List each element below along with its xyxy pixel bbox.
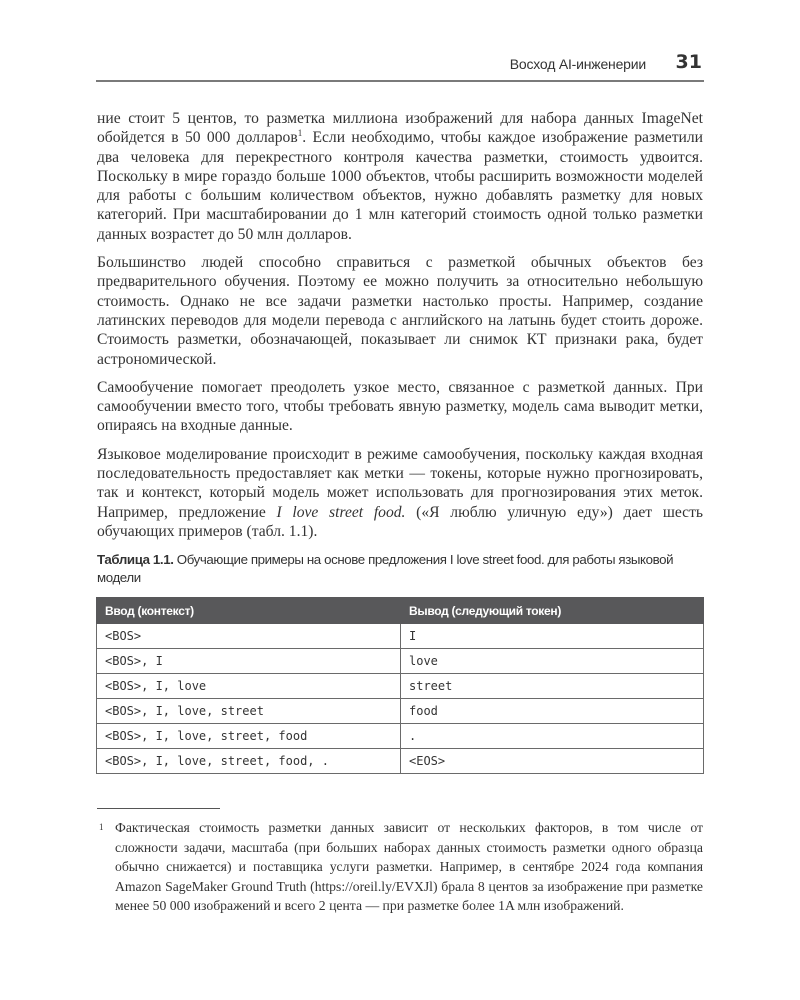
table-caption-label: Таблица 1.1. (97, 552, 174, 567)
column-header-output: Вывод (следующий токен) (401, 598, 704, 624)
page-number: 31 (675, 51, 702, 73)
output-cell: . (401, 724, 704, 749)
input-cell: <BOS>, I, love, street (97, 699, 401, 724)
paragraph-4: Языковое моделирование происходит в режиме самообучения, поскольку каждая входная последовательность предоставляет как метки — токены, которые нужно прогнозировать, так и контекст, который модель может использовать для прогнозирования этих меток. Например, предложение I love street food. («Я люблю уличную еду») дает шесть обучающих примеров (табл. 1.1). (97, 445, 703, 540)
footnote-divider (97, 808, 220, 809)
footnote (97, 818, 703, 916)
output-cell: love (401, 649, 704, 674)
table-row (97, 649, 704, 674)
input-cell: <BOS> (97, 624, 401, 649)
output-cell: I (401, 624, 704, 649)
input-cell: <BOS>, I, love, street, food, . (97, 749, 401, 774)
table-row (97, 749, 704, 774)
table-caption (97, 551, 703, 587)
column-header-input: Ввод (контекст) (97, 598, 401, 624)
output-cell: food (401, 699, 704, 724)
paragraph-1: ние стоит 5 центов, то разметка миллиона изображений для набора данных ImageNet обойдется в 50 000 долларов$^1$. Если необходимо, чтобы каждое изображение разметили два человека для перекрестного контроля качества разметки, стоимость удвоится. Поскольку в мире гораздо больше 1000 объектов, чтобы расширить возможности моделей для работы с большим количеством объектов, нужно добавлять разметку для новых категорий. При масштабировании до 1 млн категорий стоимость одной только разметки данных возрастет до 50 млн долларов. (97, 110, 703, 243)
output-cell: <EOS> (401, 749, 704, 774)
table-row (97, 724, 704, 749)
table-row (97, 699, 704, 724)
running-title: Восход AI-инженерии (509, 56, 646, 72)
paragraph-3: Самообучение помогает преодолеть узкое место, связанное с разметкой данных. При самообучении вместо того, чтобы требовать явную разметку, модель сама выводит метки, опираясь на входные данные. (97, 378, 703, 435)
paragraph-2: Большинство людей способно справиться с разметкой обычных объектов без предварительного обучения. Поэтому ее можно получить за относительно небольшую стоимость. Однако не все задачи разметки настолько просты. Например, создание латинских переводов для модели перевода с английского на латынь будет стоить дороже. Стоимость разметки, обозначающей, показывает ли снимок КТ признаки рака, будет астрономической. (97, 254, 703, 368)
table-row (97, 674, 704, 699)
table-header-row (97, 598, 704, 624)
training-examples-table (96, 597, 704, 774)
table-caption-text: Обучающие примеры на основе предложения I love street food. для работы языковой модели (97, 552, 674, 585)
input-cell: <BOS>, I, love, street, food (97, 724, 401, 749)
footnote-reference[interactable]: 1 (297, 128, 303, 139)
running-header (96, 50, 704, 82)
main-text (97, 109, 703, 550)
table-row (97, 624, 704, 649)
input-cell: <BOS>, I (97, 649, 401, 674)
input-cell: <BOS>, I, love (97, 674, 401, 699)
output-cell: street (401, 674, 704, 699)
example-sentence: I love street food. (276, 503, 406, 521)
footnote-mark: 1 (99, 822, 104, 832)
footnote-text: Фактическая стоимость разметки данных зависит от нескольких факторов, в том числе от сложности задачи, масштаба (при больших наборах данных стоимость разметки одного образца обычно снижается) и поставщика услуги разметки. Например, в сентябре 2024 года компания Amazon SageMaker Ground Truth (https://oreil.ly/EVXJl) брала 8 центов за изображение при разметке менее 50 000 изображений и всего 2 цента — при разметке более 1A млн изображений. (115, 820, 703, 914)
